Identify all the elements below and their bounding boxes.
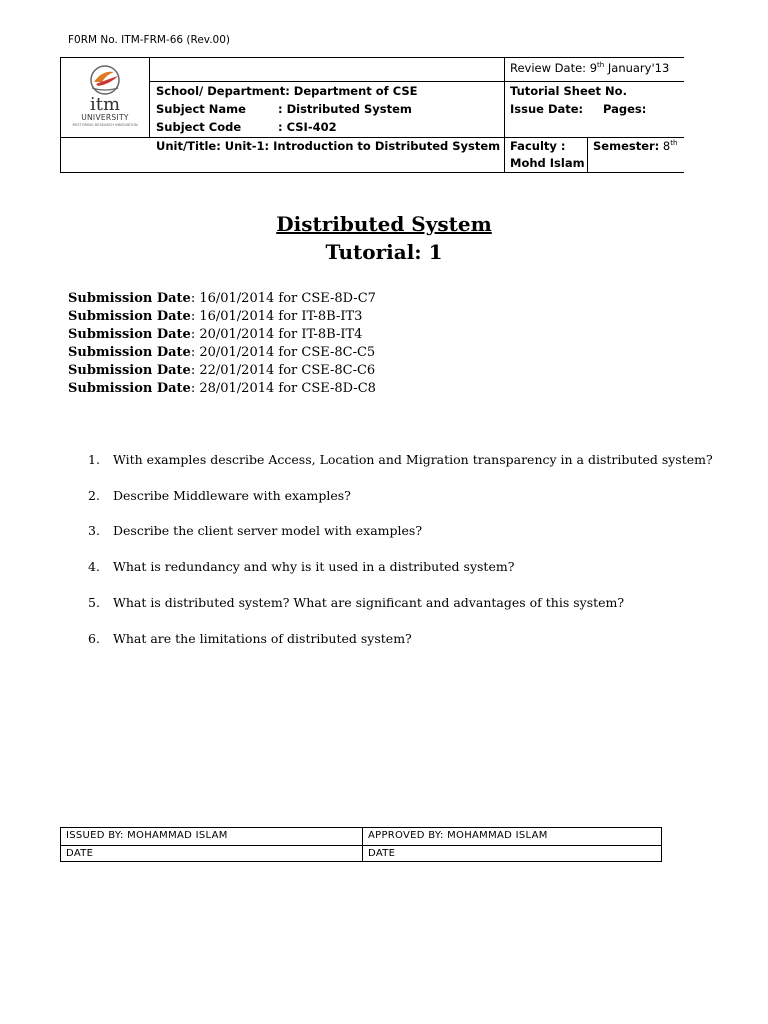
question-item: 1. With examples describe Access, Location and Migration transparency in a distributed system? (88, 452, 713, 467)
submission-row: Submission Date: 22/01/2014 for CSE-8C-C6 (68, 363, 376, 378)
subject-code-label: Subject Code (156, 120, 242, 134)
approved-by: APPROVED BY: MOHAMMAD ISLAM (368, 830, 548, 841)
question-item: 2. Describe Middleware with examples? (88, 488, 351, 503)
logo-tagline: RESTORING RESEARCH INNOVATION (72, 123, 138, 127)
bird-emblem-icon (66, 62, 144, 98)
subject-name-label: Subject Name (156, 102, 246, 116)
subject-name-value: : Distributed System (278, 102, 412, 116)
date-right: DATE (368, 848, 396, 859)
issued-by: ISSUED BY: MOHAMMAD ISLAM (66, 830, 228, 841)
faculty-label: Faculty : (510, 139, 566, 153)
document-subtitle: Tutorial: 1 (325, 240, 443, 264)
document-title: Distributed System (276, 212, 492, 236)
date-left: DATE (66, 848, 94, 859)
header-table (60, 57, 684, 173)
unit-title: Unit/Title: Unit-1: Introduction to Distributed System (156, 139, 501, 153)
submission-dates (68, 290, 376, 398)
form-number: F0RM No. ITM-FRM-66 (Rev.00) (68, 34, 230, 46)
semester: Semester: 8th (593, 139, 678, 153)
footer-table (60, 827, 662, 862)
school-department: School/ Department: Department of CSE (156, 84, 418, 98)
question-item: 6. What are the limitations of distributed system? (88, 631, 412, 646)
submission-row: Submission Date: 20/01/2014 for CSE-8C-C5 (68, 345, 376, 360)
submission-row: Submission Date: 20/01/2014 for IT-8B-IT4 (68, 327, 363, 342)
submission-row: Submission Date: 16/01/2014 for CSE-8D-C7 (68, 291, 376, 306)
logo-wordmark: itm (89, 94, 121, 115)
tutorial-sheet-no: Tutorial Sheet No. (510, 84, 627, 98)
pages: Pages: (603, 102, 647, 116)
question-item: 5. What is distributed system? What are significant and advantages of this system? (88, 595, 625, 610)
question-item: 4. What is redundancy and why is it used in a distributed system? (88, 559, 515, 574)
subject-code-value: : CSI-402 (278, 120, 337, 134)
logo-university: UNIVERSITY (81, 113, 129, 122)
question-item: 3. Describe the client server model with examples? (88, 523, 423, 538)
issue-date: Issue Date: (510, 102, 584, 116)
submission-row: Submission Date: 28/01/2014 for CSE-8D-C8 (68, 381, 376, 396)
faculty-name: Mohd Islam (510, 156, 585, 170)
university-logo (66, 62, 144, 136)
review-date: Review Date: 9th January'13 (510, 61, 670, 75)
submission-row: Submission Date: 16/01/2014 for IT-8B-IT3 (68, 309, 363, 324)
